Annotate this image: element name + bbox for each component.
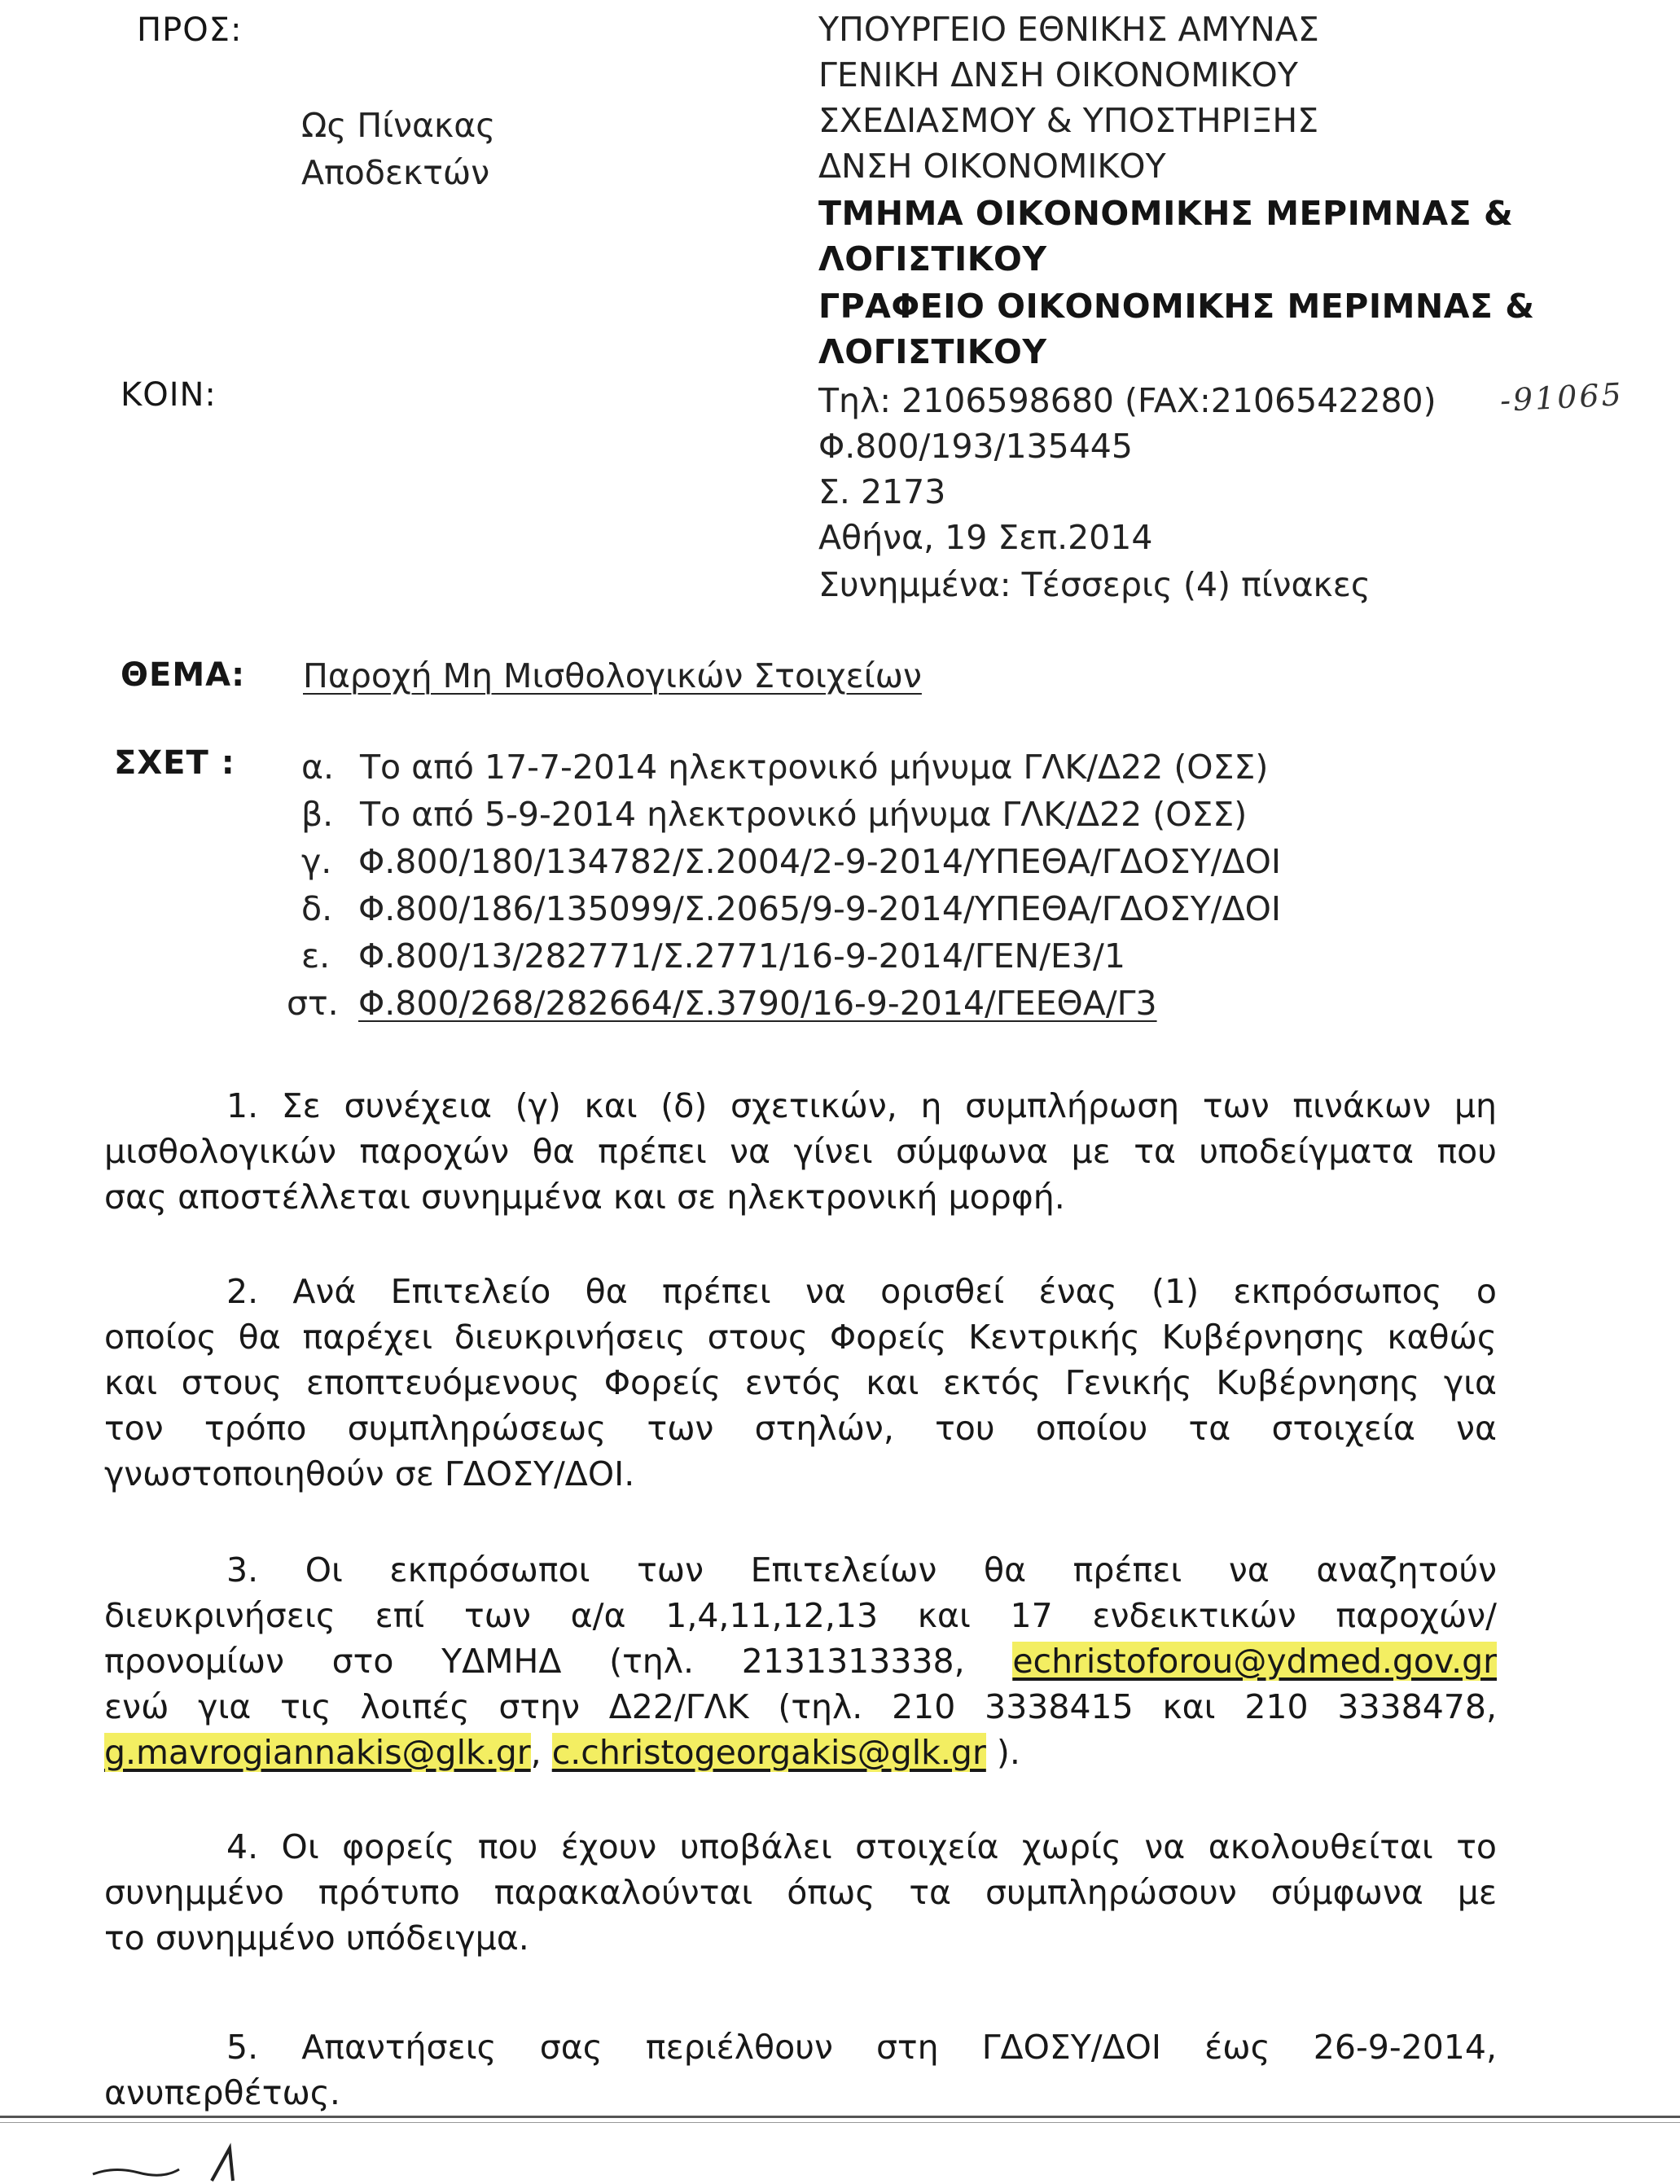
paragraph-3 — [104, 1547, 1497, 1775]
para-line: ενώ για τις λοιπές στην Δ22/ΓΛΚ (τηλ. 210 3338415 και 210 3338478, — [104, 1687, 1497, 1726]
para-line: σας αποστέλλεται συνημμένα και σε ηλεκτρονική μορφή. — [104, 1178, 1065, 1217]
paragraph-2 — [104, 1269, 1497, 1497]
sender-phone: Τηλ: 2106598680 (FAX:2106542280) — [818, 381, 1437, 420]
para-line: ανυπερθέτως. — [104, 2073, 340, 2112]
paragraph-5 — [104, 2024, 1497, 2116]
sender-file-ref: Φ.800/193/135445 — [818, 427, 1133, 466]
para-text: προνομίων στο ΥΔΜΗΔ (τηλ. 2131313338, — [104, 1642, 965, 1681]
page-divider-shadow — [0, 2122, 1680, 2123]
email-link-mavrogiannakis[interactable]: g.mavrogiannakis@glk.gr — [104, 1733, 531, 1772]
recipient-line-1: Ως Πίνακας — [301, 106, 496, 145]
paragraph-4 — [104, 1824, 1497, 1961]
ref-text: Το από 5-9-2014 ηλεκτρονικό μήνυμα ΓΛΚ/Δ22 (ΟΣΣ) — [360, 795, 1248, 834]
ref-text: Το από 17-7-2014 ηλεκτρονικό μήνυμα ΓΛΚ/Δ22 (ΟΣΣ) — [360, 748, 1269, 787]
sender-attachments: Συνημμένα: Τέσσερις (4) πίνακες — [818, 565, 1371, 604]
label-koin: ΚΟΙΝ: — [121, 376, 217, 414]
sender-line: ΤΜΗΜΑ ΟΙΚΟΝΟΜΙΚΗΣ ΜΕΡΙΜΝΑΣ & — [818, 194, 1514, 233]
ref-text: Φ.800/268/282664/Σ.3790/16-9-2014/ΓΕΕΘΑ/Γ3 — [358, 984, 1157, 1023]
sender-line: ΓΕΝΙΚΗ ΔΝΣΗ ΟΙΚΟΝΟΜΙΚΟΥ — [818, 55, 1298, 94]
paragraph-1 — [104, 1083, 1497, 1220]
para-line-with-email — [104, 1730, 1497, 1775]
sender-line: ΥΠΟΥΡΓΕΙΟ ΕΘΝΙΚΗΣ ΑΜΥΝΑΣ — [818, 10, 1319, 49]
label-pros: ΠΡΟΣ: — [137, 11, 243, 49]
label-thema: ΘΕΜΑ: — [121, 656, 246, 694]
para-text: ). — [996, 1733, 1020, 1772]
email-link-echristoforou[interactable]: echristoforou@ydmed.gov.gr — [1012, 1642, 1497, 1681]
para-line: τον τρόπο συμπληρώσεως των στηλών, του οποίου τα στοιχεία να — [104, 1409, 1497, 1448]
para-line: γνωστοποιηθούν σε ΓΔΟΣΥ/ΔΟΙ. — [104, 1454, 635, 1493]
sender-line: ΛΟΓΙΣΤΙΚΟΥ — [818, 332, 1047, 371]
ref-text: Φ.800/180/134782/Σ.2004/2-9-2014/ΥΠΕΘΑ/ΓΔΟΣΥ/ΔΟΙ — [358, 842, 1282, 881]
ref-text: Φ.800/186/135099/Σ.2065/9-9-2014/ΥΠΕΘΑ/ΓΔΟΣΥ/ΔΟΙ — [358, 889, 1282, 928]
sender-sigma: Σ. 2173 — [818, 472, 946, 511]
ref-letter: γ. — [301, 842, 332, 881]
para-line: 2. Ανά Επιτελείο θα πρέπει να ορισθεί ένας (1) εκπρόσωπος ο — [226, 1272, 1497, 1311]
handwritten-note: -91065 — [1498, 376, 1625, 419]
label-sxet: ΣΧΕΤ : — [114, 744, 235, 782]
para-line: και στους εποπτευόμενους Φορείς εντός και εκτός Γενικής Κυβέρνησης για — [104, 1363, 1497, 1402]
para-line: 5. Απαντήσεις σας περιέλθουν στη ΓΔΟΣΥ/ΔΟΙ έως 26-9-2014, — [226, 2028, 1497, 2067]
sender-line: ΛΟΓΙΣΤΙΚΟΥ — [818, 239, 1047, 278]
page-divider — [0, 2116, 1680, 2118]
para-line: οποίος θα παρέχει διευκρινήσεις στους Φορείς Κεντρικής Κυβέρνησης καθώς — [104, 1318, 1497, 1357]
para-line: 4. Οι φορείς που έχουν υποβάλει στοιχεία χωρίς να ακολουθείται το — [226, 1827, 1497, 1866]
ref-text: Φ.800/13/282771/Σ.2771/16-9-2014/ΓΕΝ/Ε3/1 — [358, 936, 1125, 976]
para-line: το συνημμένο υπόδειγμα. — [104, 1919, 529, 1958]
para-line: 3. Οι εκπρόσωποι των Επιτελείων θα πρέπει να αναζητούν — [226, 1550, 1497, 1590]
email-link-christogeorgakis[interactable]: c.christogeorgakis@glk.gr — [551, 1733, 986, 1772]
para-line: συνημμένο πρότυπο παρακαλούνται όπως τα συμπληρώσουν σύμφωνα με — [104, 1873, 1497, 1912]
para-line: μισθολογικών παροχών θα πρέπει να γίνει σύμφωνα με τα υποδείγματα που — [104, 1132, 1497, 1171]
handwriting-fragment-icon — [90, 2134, 301, 2184]
email-separator: , — [530, 1733, 542, 1772]
ref-letter: ε. — [301, 936, 331, 976]
para-line: διευκρινήσεις επί των α/α 1,4,11,12,13 και 17 ενδεικτικών παροχών/ — [104, 1596, 1497, 1635]
recipient-line-2: Αποδεκτών — [301, 153, 490, 192]
ref-letter: δ. — [301, 889, 333, 928]
para-line-with-email — [104, 1638, 1497, 1684]
ref-letter: στ. — [287, 984, 339, 1023]
para-line: 1. Σε συνέχεια (γ) και (δ) σχετικών, η συμπλήρωση των πινάκων μη — [226, 1086, 1497, 1125]
sender-date: Αθήνα, 19 Σεπ.2014 — [818, 518, 1153, 557]
sender-line: ΣΧΕΔΙΑΣΜΟΥ & ΥΠΟΣΤΗΡΙΞΗΣ — [818, 101, 1319, 140]
sender-line: ΔΝΣΗ ΟΙΚΟΝΟΜΙΚΟΥ — [818, 147, 1166, 186]
ref-letter: β. — [301, 795, 334, 834]
ref-letter: α. — [301, 748, 335, 787]
sender-line: ΓΡΑΦΕΙΟ ΟΙΚΟΝΟΜΙΚΗΣ ΜΕΡΙΜΝΑΣ & — [818, 287, 1535, 326]
subject-text: Παροχή Μη Μισθολογικών Στοιχείων — [303, 656, 922, 695]
